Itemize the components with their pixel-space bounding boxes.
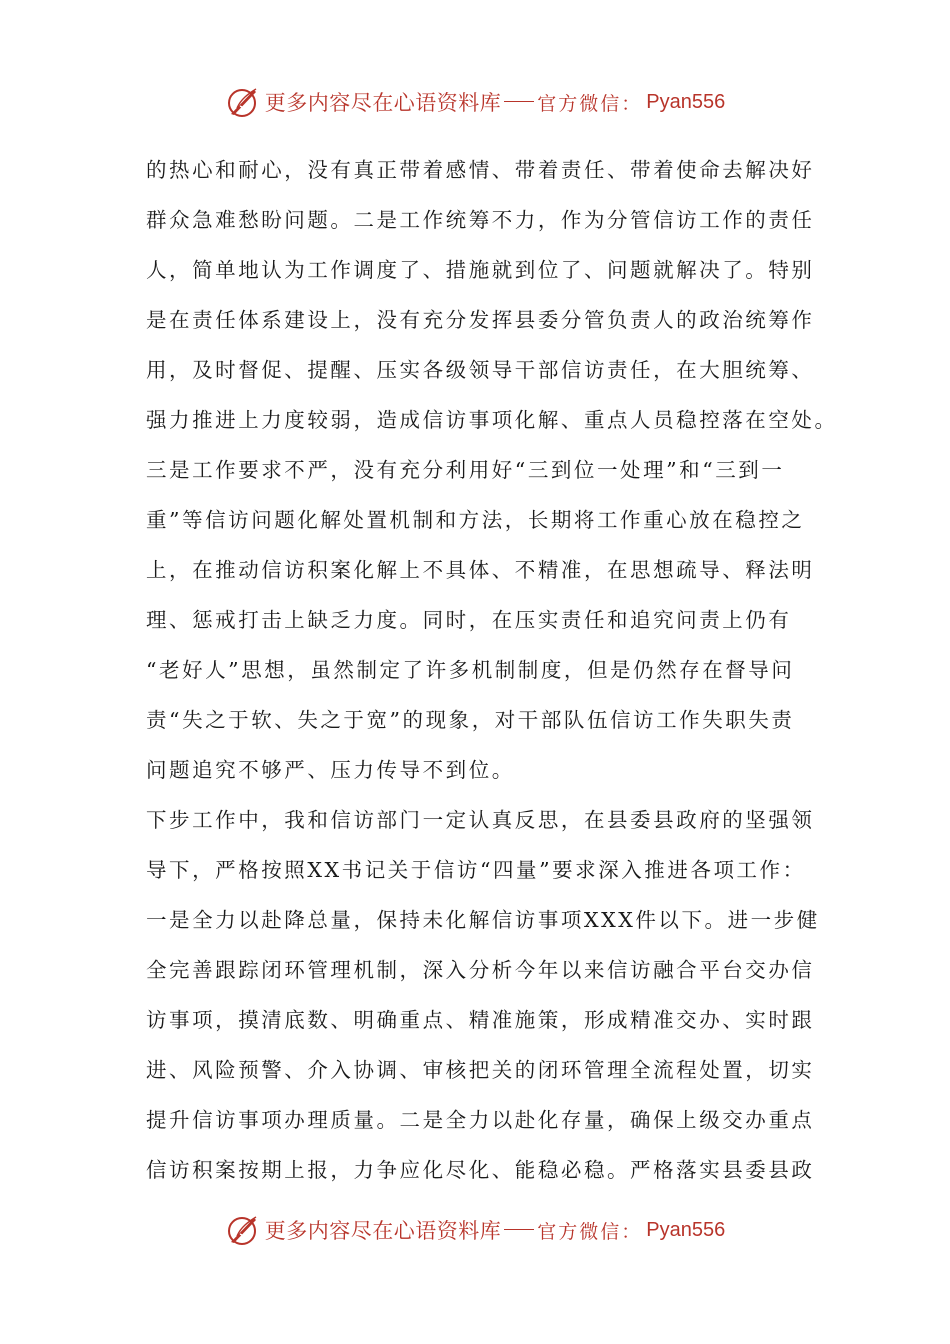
text-line: 提升信访事项办理质量。二是全力以赴化存量，确保上级交办重点 <box>146 1108 815 1132</box>
footer-banner <box>0 1210 950 1250</box>
wechat-label: 官方微信： <box>537 92 643 115</box>
text-line: 重”等信访问题化解处置机制和方法，长期将工作重心放在稳控之 <box>146 508 805 532</box>
text-line: 导下，严格按照XX书记关于信访“四量”要求深入推进各项工作： <box>146 858 806 882</box>
brand-name: 更多内容尽在心语资料库 <box>264 1219 502 1243</box>
text-line: 理、惩戒打击上缺乏力度。同时，在压实责任和追究问责上仍有 <box>146 608 792 632</box>
text-line: “老好人”思想，虽然制定了许多机制制度，但是仍然存在督导问 <box>146 658 795 682</box>
text-line: 三是工作要求不严，没有充分利用好“三到位一处理”和“三到一 <box>146 458 785 482</box>
quill-logo-icon <box>225 84 261 120</box>
text-line: 下步工作中，我和信访部门一定认真反思，在县委县政府的坚强领 <box>146 808 815 832</box>
text-line: 全完善跟踪闭环管理机制，深入分析今年以来信访融合平台交办信 <box>146 958 815 982</box>
text-line: 问题追究不够严、压力传导不到位。 <box>146 758 515 782</box>
document-body <box>146 145 838 1195</box>
brand-name: 更多内容尽在心语资料库 <box>264 91 502 115</box>
wechat-id: Pyan556 <box>646 1218 726 1241</box>
header-banner <box>0 82 950 122</box>
text-line: 访事项，摸清底数、明确重点、精准施策，形成精准交办、实时跟 <box>146 1008 815 1032</box>
text-line: 的热心和耐心，没有真正带着感情、带着责任、带着使命去解决好 <box>146 158 815 182</box>
wechat-label: 官方微信： <box>537 1220 643 1243</box>
quill-logo-icon <box>225 1212 261 1248</box>
text-line: 信访积案按期上报，力争应化尽化、能稳必稳。严格落实县委县政 <box>146 1158 815 1182</box>
text-line: 一是全力以赴降总量，保持未化解信访事项XXX件以下。进一步健 <box>146 908 820 932</box>
text-line: 责“失之于软、失之于宽”的现象，对干部队伍信访工作失职失责 <box>146 708 795 732</box>
text-line: 群众急难愁盼问题。二是工作统筹不力，作为分管信访工作的责任 <box>146 208 815 232</box>
text-line: 上，在推动信访积案化解上不具体、不精准，在思想疏导、释法明 <box>146 558 815 582</box>
text-line: 用，及时督促、提醒、压实各级领导干部信访责任，在大胆统筹、 <box>146 358 815 382</box>
text-line: 强力推进上力度较弱，造成信访事项化解、重点人员稳控落在空处。 <box>146 408 838 432</box>
separator-dash <box>504 101 534 102</box>
separator-dash <box>504 1229 534 1230</box>
text-line: 是在责任体系建设上，没有充分发挥县委分管负责人的政治统筹作 <box>146 308 815 332</box>
text-line: 人，简单地认为工作调度了、措施就到位了、问题就解决了。特别 <box>146 258 815 282</box>
wechat-id: Pyan556 <box>646 90 726 113</box>
text-line: 进、风险预警、介入协调、审核把关的闭环管理全流程处置，切实 <box>146 1058 815 1082</box>
